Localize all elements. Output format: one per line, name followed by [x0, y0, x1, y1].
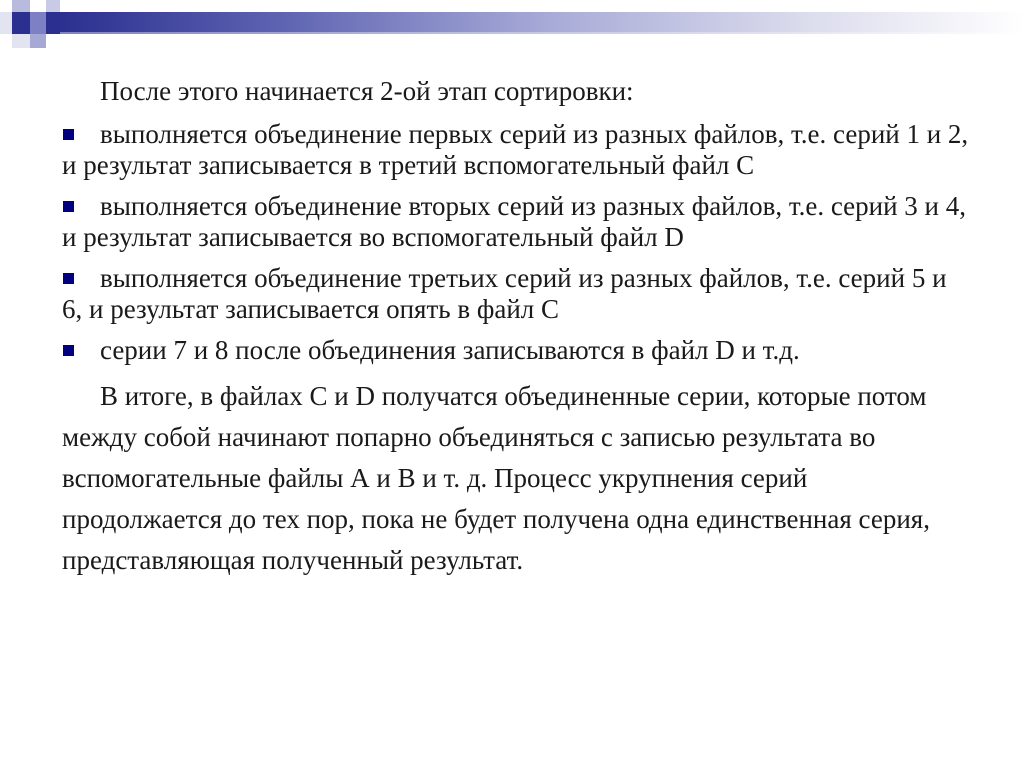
intro-paragraph: После этого начинается 2-ой этап сортировки:	[100, 76, 634, 106]
slide-body	[62, 76, 972, 581]
deco-square	[46, 12, 60, 34]
deco-square	[12, 0, 30, 12]
header-underline	[60, 32, 1024, 34]
header-decoration	[0, 0, 1024, 60]
square-bullet-icon	[63, 345, 74, 356]
deco-square	[30, 34, 46, 48]
bullet-item	[62, 119, 972, 181]
square-bullet-icon	[63, 201, 74, 212]
bullet-text: выполняется объединение третьих серий из разных файлов, т.е. серий 5 и 6, и результат записывается опять в файл С	[62, 263, 947, 324]
deco-square	[46, 0, 60, 12]
square-bullet-icon	[63, 273, 74, 284]
deco-square	[30, 12, 46, 34]
header-gradient-bar	[60, 12, 1024, 32]
bullet-item	[62, 335, 972, 366]
conclusion-paragraph: В итоге, в файлах С и D получатся объединенные серии, которые потом между собой начинают попарно объединяться с записью результата во вспомогательные файлы А и В и т. д. Процесс укрупнения серий продолжается до тех пор, пока не будет получена одна единственная серия, представляющая полученный результат.	[62, 381, 930, 575]
deco-square	[12, 34, 30, 48]
bullet-text: выполняется объединение первых серий из разных файлов, т.е. серий 1 и 2, и результат записывается в третий вспомогательный файл С	[62, 119, 969, 180]
bullet-text: серии 7 и 8 после объединения записываются в файл D и т.д.	[100, 335, 800, 365]
bullet-text: выполняется объединение вторых серий из разных файлов, т.е. серий 3 и 4, и результат записывается во вспомогательный файл D	[62, 191, 967, 252]
deco-square	[0, 12, 12, 34]
bullet-item	[62, 191, 972, 253]
deco-square	[12, 12, 30, 34]
bullet-item	[62, 263, 972, 325]
square-bullet-icon	[63, 129, 74, 140]
